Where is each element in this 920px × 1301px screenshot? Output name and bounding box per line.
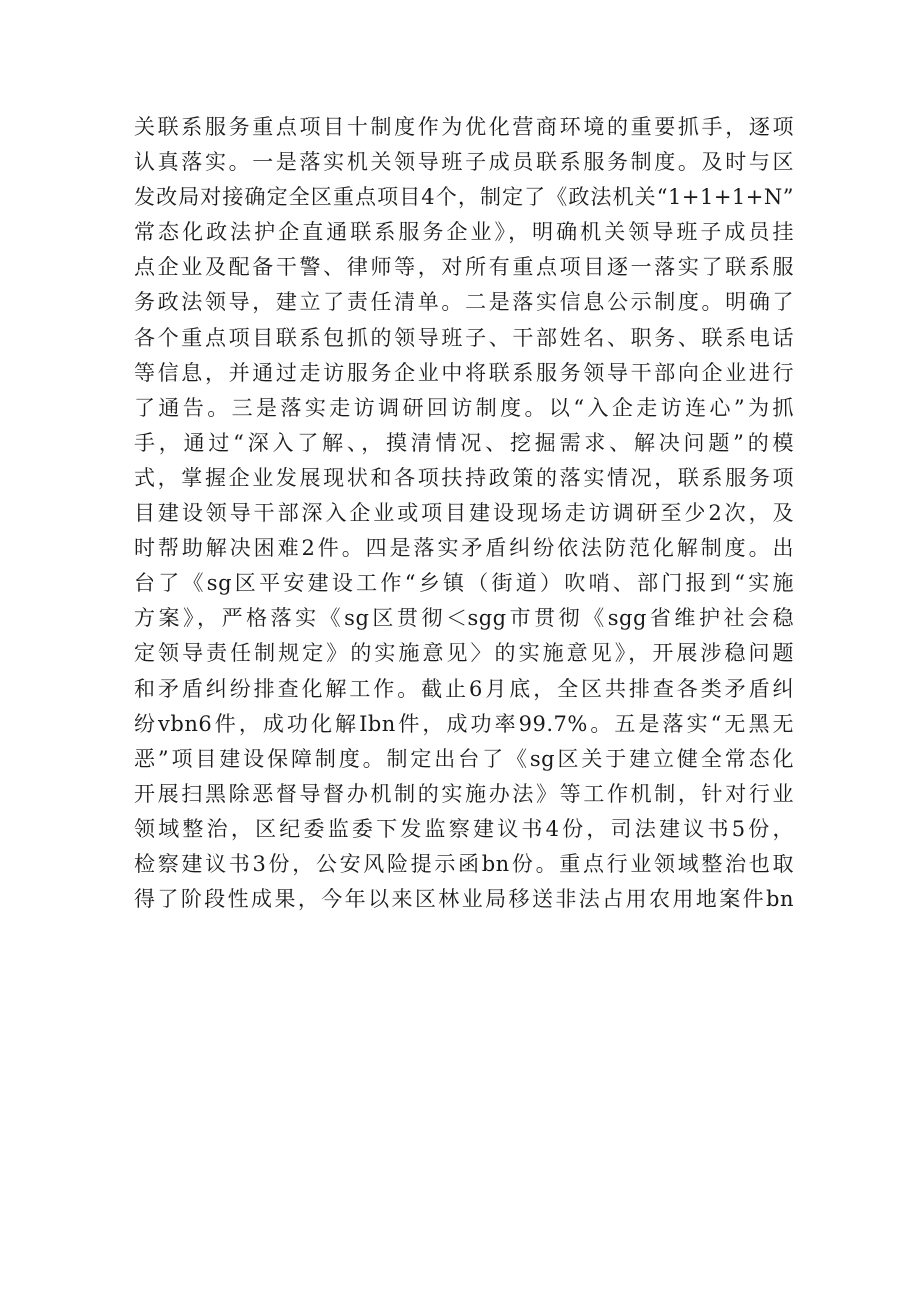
text-line: 手，通过“深入了解、，摸清情况、挖掘需求、解决问题”的模 <box>134 430 794 455</box>
text-line: 各个重点项目联系包抓的领导班子、干部姓名、职务、联系电话 <box>134 325 794 350</box>
text-line: 和矛盾纠纷排查化解工作。截止6月底，全区共排查各类矛盾纠 <box>134 676 794 701</box>
text-line: 认真落实。一是落实机关领导班子成员联系服务制度。及时与区 <box>134 150 794 175</box>
text-line: 等信息，并通过走访服务企业中将联系服务领导干部向企业进行 <box>134 360 794 385</box>
text-line: 检察建议书3份，公安风险提示函bn份。重点行业领域整治也取 <box>134 851 794 876</box>
text-line: 定领导责任制规定》的实施意见〉的实施意见》，开展涉稳问题 <box>134 641 794 666</box>
text-line: 目建设领导干部深入企业或项目建设现场走访调研至少2次，及 <box>134 501 794 526</box>
text-line: 领域整治，区纪委监委下发监察建议书4份，司法建议书5份， <box>134 816 794 841</box>
text-line: 发改局对接确定全区重点项目4个，制定了《政法机关“1+1+1+N” <box>134 185 794 210</box>
text-line: 方案》，严格落实《sg区贯彻＜sgg市贯彻《sgg省维护社会稳 <box>134 606 794 631</box>
text-line: 务政法领导，建立了责任清单。二是落实信息公示制度。明确了 <box>134 290 794 315</box>
text-line: 得了阶段性成果，今年以来区林业局移送非法占用农用地案件bn <box>134 887 794 912</box>
text-line: 开展扫黑除恶督导督办机制的实施办法》等工作机制，针对行业 <box>134 781 794 806</box>
text-line: 了通告。三是落实走访调研回访制度。以“入企走访连心”为抓 <box>134 395 794 420</box>
text-line: 纷vbn6件，成功化解Ibn件，成功率99.7%。五是落实“无黑无 <box>134 711 794 736</box>
text-line: 点企业及配备干警、律师等，对所有重点项目逐一落实了联系服 <box>134 255 794 280</box>
text-line: 台了《sg区平安建设工作“乡镇（街道）吹哨、部门报到“实施 <box>134 571 794 596</box>
text-line: 时帮助解决困难2件。四是落实矛盾纠纷依法防范化解制度。出 <box>134 536 794 561</box>
body-paragraph <box>134 110 794 917</box>
text-line: 式，掌握企业发展现状和各项扶持政策的落实情况，联系服务项 <box>134 465 794 490</box>
text-line: 恶”项目建设保障制度。制定出台了《sg区关于建立健全常态化 <box>134 746 794 771</box>
text-line: 关联系服务重点项目十制度作为优化营商环境的重要抓手，逐项 <box>134 115 794 139</box>
text-line: 常态化政法护企直通联系服务企业》，明确机关领导班子成员挂 <box>134 220 794 245</box>
